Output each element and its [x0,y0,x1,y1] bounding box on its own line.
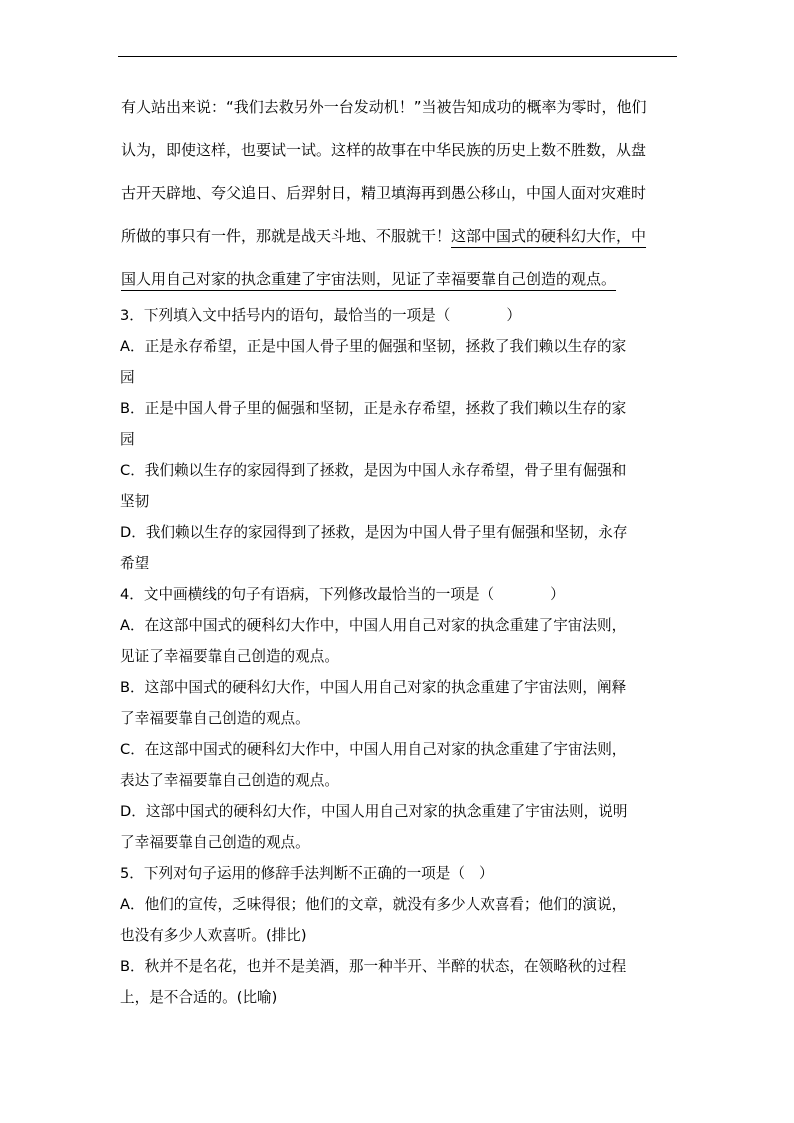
option-a: A．他们的宣传，乏味得很；他们的文章，就没有多少人欢喜看；他们的演说， [120,896,627,913]
option-a-cont: 见证了幸福要靠自己创造的观点。 [120,648,339,665]
underlined-sentence-part: 国人用自己对家的执念重建了宇宙法则，见证了幸福要靠自己创造的观点。 [121,270,617,288]
passage-plain-text: 所做的事只有一件，那就是战天斗地、不服就干！ [121,227,452,245]
question-5-stem-end: ） [478,865,494,882]
passage-line [121,264,681,307]
question-stem [120,582,682,613]
question-stem [120,861,682,892]
option-b-cont: 上，是不合适的。(比喻) [120,989,278,1006]
passage-line: 古开天辟地、夸父追日、后羿射日，精卫填海再到愚公移山，中国人面对灾难时 [121,184,647,202]
option-a-cont: 也没有多少人欢喜听。(排比) [120,927,307,944]
option-d: D．这部中国式的硬科幻大作，中国人用自己对家的执念重建了宇宙法则，说明 [120,803,628,820]
option-c-cont: 表达了幸福要靠自己创造的观点。 [120,772,339,789]
question-3-stem: 3．下列填入文中括号内的语句，最恰当的一项是（ [120,307,451,324]
underlined-sentence-part: 这部中国式的硬科幻大作，中 [451,227,647,245]
question-5-stem: 5．下列对句子运用的修辞手法判断不正确的一项是（ [120,865,465,882]
question-stem [120,303,682,334]
passage-line: 有人站出来说：“我们去救另外一台发动机！”当被告知成功的概率为零时，他们 [121,98,647,116]
option-a: A．正是永存希望，正是中国人骨子里的倔强和坚韧，拯救了我们赖以生存的家 [120,338,627,355]
option-c: C．在这部中国式的硬科幻大作中，中国人用自己对家的执念重建了宇宙法则， [120,741,627,758]
option-c-cont: 坚韧 [120,493,150,510]
question-3-stem-end: ） [506,307,521,324]
option-a: A．在这部中国式的硬科幻大作中，中国人用自己对家的执念重建了宇宙法则， [120,617,627,634]
option-d-cont: 了幸福要靠自己创造的观点。 [120,834,310,851]
question-4-stem: 4．文中画横线的句子有语病，下列修改最恰当的一项是（ [120,586,495,603]
option-d: D．我们赖以生存的家园得到了拯救，是因为中国人骨子里有倔强和坚韧，永存 [120,524,628,541]
option-a-cont: 园 [120,369,135,386]
option-d-cont: 希望 [120,555,150,572]
question-4-stem-end: ） [550,586,565,603]
top-rule [118,56,677,57]
option-b: B．正是中国人骨子里的倔强和坚韧，正是永存希望，拯救了我们赖以生存的家 [120,400,627,417]
passage-line [121,221,681,264]
option-b-cont: 了幸福要靠自己创造的观点。 [120,710,310,727]
questions-section [120,303,682,1016]
option-b: B．秋并不是名花，也并不是美酒，那一种半开、半醉的状态，在领略秋的过程 [120,958,627,975]
option-b: B．这部中国式的硬科幻大作，中国人用自己对家的执念重建了宇宙法则，阐释 [120,679,627,696]
option-b-cont: 园 [120,431,135,448]
passage-line: 认为，即使这样，也要试一试。这样的故事在中华民族的历史上数不胜数，从盘 [121,141,647,159]
reading-passage [121,92,681,307]
option-c: C．我们赖以生存的家园得到了拯救，是因为中国人永存希望，骨子里有倔强和 [120,462,627,479]
